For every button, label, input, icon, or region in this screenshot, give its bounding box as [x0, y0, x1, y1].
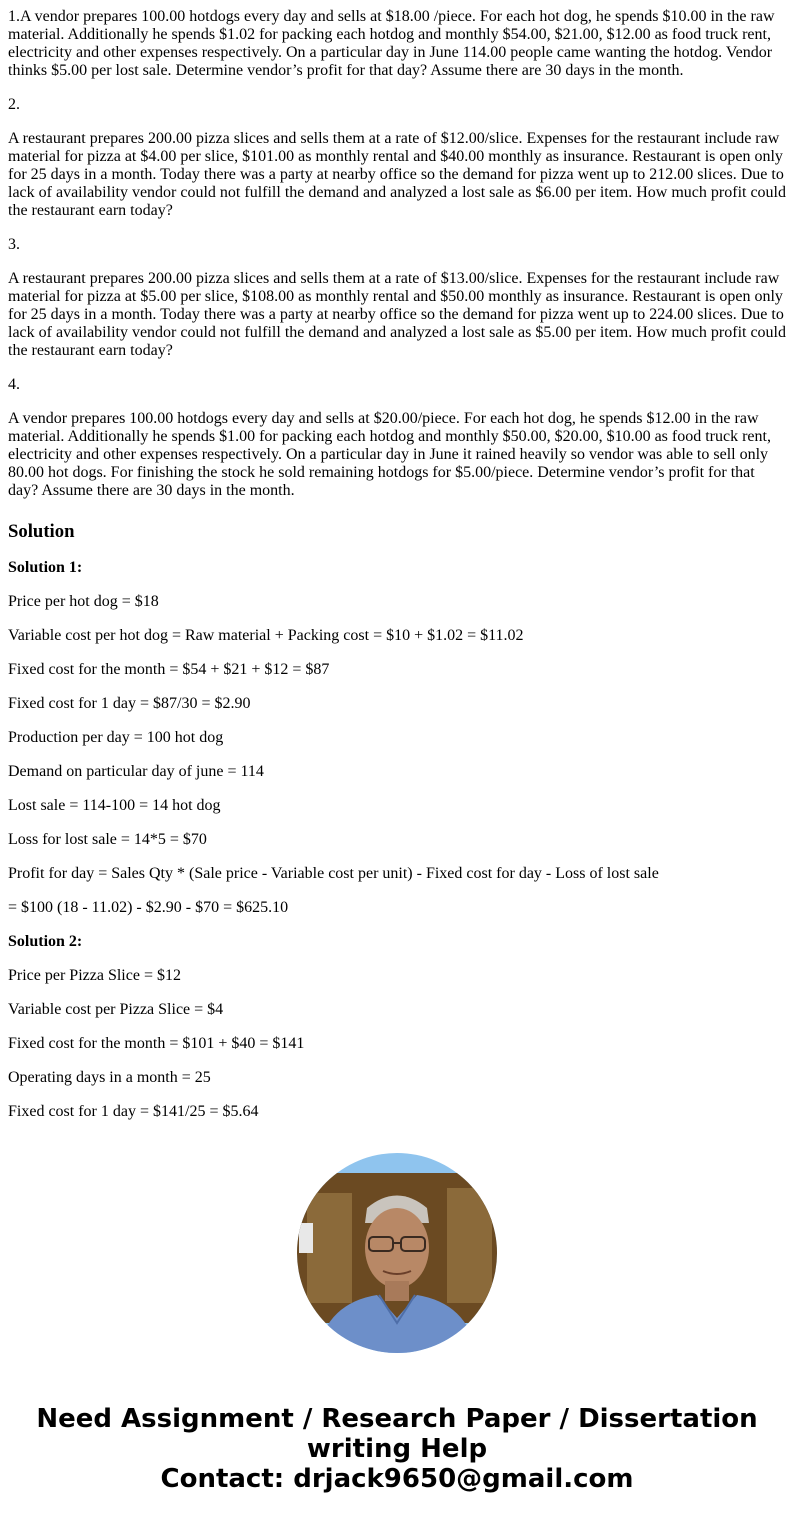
question-3: A restaurant prepares 200.00 pizza slices and sells them at a rate of $13.00/slice. Expenses for the restaurant include raw material for pizza at $5.00 per slice, $108.00 as monthly rental and $50.00 monthly as insurance. Restaurant is open only for 25 days in a month. Today there was a party at nearby office so the demand for pizza went up to 224.00 slices. Due to lack of availability vendor could not fulfill the demand and analyzed a lost sale as $5.00 per item. How much profit could the restaurant earn today?: [8, 270, 786, 359]
author-photo: [297, 1153, 497, 1353]
solution-2-line: Fixed cost for the month = $101 + $40 = $141: [8, 1035, 305, 1052]
promo-footer: [0, 1404, 794, 1494]
solution-2-line: Price per Pizza Slice = $12: [8, 967, 181, 984]
solution-1-line: = $100 (18 - 11.02) - $2.90 - $70 = $625.10: [8, 899, 289, 916]
solution-2-line: Fixed cost for 1 day = $141/25 = $5.64: [8, 1103, 259, 1120]
solution-1-line: Variable cost per hot dog = Raw material + Packing cost = $10 + $1.02 = $11.02: [8, 627, 524, 644]
solution-2-line: Variable cost per Pizza Slice = $4: [8, 1001, 224, 1018]
solution-1-line: Fixed cost for the month = $54 + $21 + $12 = $87: [8, 661, 330, 678]
solution-1-line: Production per day = 100 hot dog: [8, 729, 224, 746]
solution-1-line: Fixed cost for 1 day = $87/30 = $2.90: [8, 695, 251, 712]
solution-heading: Solution: [8, 521, 75, 542]
question-4-number: 4.: [8, 376, 20, 393]
solution-1-line: Profit for day = Sales Qty * (Sale price - Variable cost per unit) - Fixed cost for day - Loss of lost sale: [8, 865, 659, 882]
promo-line-2: writing Help: [306, 1434, 488, 1464]
portrait-image: [297, 1153, 497, 1353]
solution-2-title: Solution 2:: [8, 933, 83, 950]
question-2: A restaurant prepares 200.00 pizza slices and sells them at a rate of $12.00/slice. Expenses for the restaurant include raw material for pizza at $4.00 per slice, $101.00 as monthly rental and $40.00 monthly as insurance. Restaurant is open only for 25 days in a month. Today there was a party at nearby office so the demand for pizza went up to 212.00 slices. Due to lack of availability vendor could not fulfill the demand and analyzed a lost sale as $6.00 per item. How much profit could the restaurant earn today?: [8, 130, 786, 219]
question-4: A vendor prepares 100.00 hotdogs every day and sells at $20.00/piece. For each hot dog, he spends $12.00 in the raw material. Additionally he spends $1.00 for packing each hotdog and monthly $50.00, $20.00, $10.00 as food truck rent, electricity and other expenses respectively. On a particular day in June it rained heavily so vendor was able to sell only 80.00 hot dogs. For finishing the stock he sold remaining hotdogs for $5.00/piece. Determine vendor’s profit for that day? Assume there are 30 days in the month.: [8, 410, 771, 499]
solution-1-line: Lost sale = 114-100 = 14 hot dog: [8, 797, 221, 814]
question-1: 1.A vendor prepares 100.00 hotdogs every day and sells at $18.00 /piece. For each hot dog, he spends $10.00 in the raw material. Additionally he spends $1.02 for packing each hotdog and monthly $54.00, $21.00, $12.00 as food truck rent, electricity and other expenses respectively. On a particular day in June 114.00 people came wanting the hotdog. Vendor thinks $5.00 per lost sale. Determine vendor’s profit for that day? Assume there are 30 days in the month.: [8, 8, 775, 79]
question-2-number: 2.: [8, 96, 20, 113]
solution-1-title: Solution 1:: [8, 559, 83, 576]
solution-1-line: Price per hot dog = $18: [8, 593, 159, 610]
promo-line-1: Need Assignment / Research Paper / Dissertation: [36, 1404, 758, 1434]
contact-email: Contact: drjack9650@gmail.com: [160, 1464, 634, 1494]
solution-1-line: Loss for lost sale = 14*5 = $70: [8, 831, 207, 848]
solution-2-line: Operating days in a month = 25: [8, 1069, 211, 1086]
question-3-number: 3.: [8, 236, 20, 253]
solution-1-line: Demand on particular day of june = 114: [8, 763, 264, 780]
